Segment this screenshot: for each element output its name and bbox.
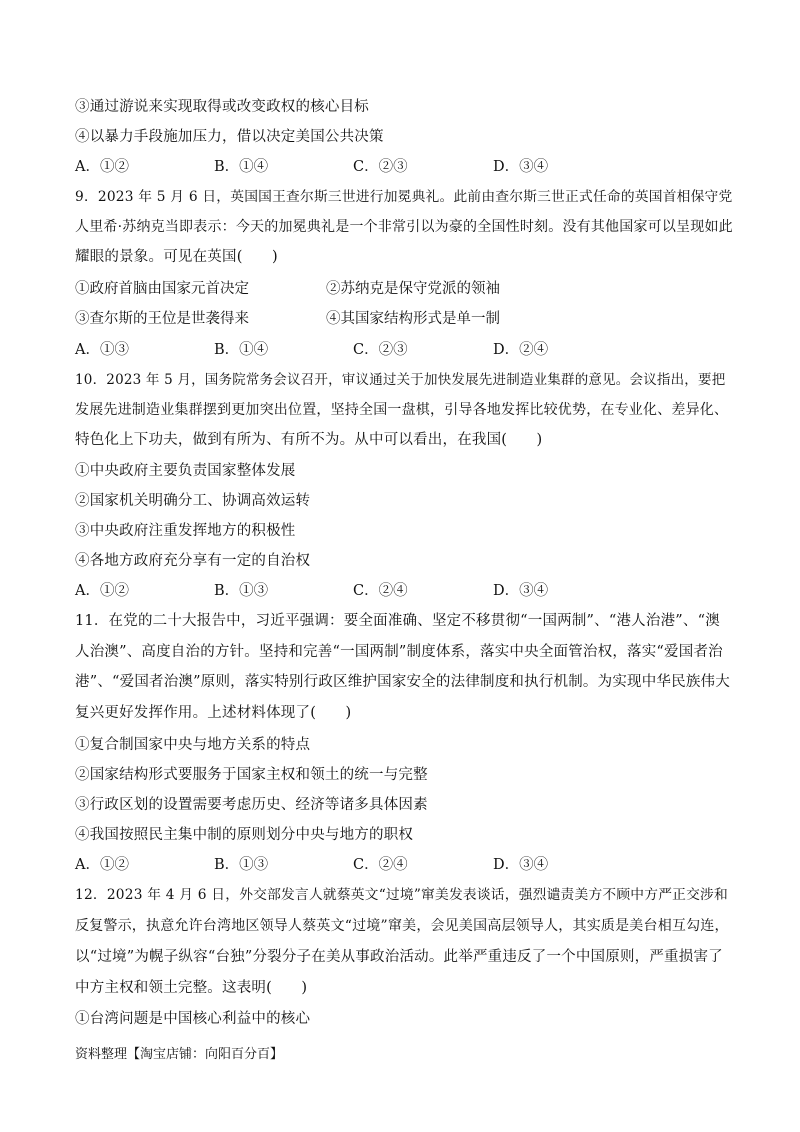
- q9-option-c: C．②③: [353, 342, 408, 358]
- q10-item-1: ①中央政府主要负责国家整体发展: [75, 463, 296, 479]
- q10-item-4: ④各地方政府充分享有一定的自治权: [75, 553, 311, 569]
- q9-option-d: D．②④: [493, 342, 549, 358]
- q9-item-4: ④其国家结构形式是单一制: [326, 311, 500, 327]
- q12-stem-line-1: 12．2023 年 4 月 6 日，外交部发言人就蔡英文“过境”窜美发表谈话，强烈谴责美方不顾中方严正交涉和: [75, 887, 728, 903]
- q10-option-b: B．①③: [214, 583, 269, 599]
- q11-item-1: ①复合制国家中央与地方关系的特点: [75, 737, 311, 753]
- q8-options: [75, 157, 675, 177]
- q10-option-d: D．③④: [493, 583, 549, 599]
- q11-stem-line-3: 港”、“爱国者治澳”原则，落实特别行政区维护国家安全的法律制度和执行机制。为实现中华民族伟大: [75, 674, 730, 690]
- footer-source-note: 资料整理【淘宝店铺：向阳百分百】: [75, 1047, 284, 1062]
- q11-option-a: A．①②: [75, 857, 129, 873]
- q12-stem-line-4: 中方主权和领土完整。这表明( ): [75, 980, 308, 996]
- q10-item-2: ②国家机关明确分工、协调高效运转: [75, 493, 311, 509]
- q10-stem-line-1: 10．2023 年 5 月，国务院常务会议召开，审议通过关于加快发展先进制造业集群的意见。会议指出，要把: [75, 372, 726, 388]
- q11-item-2: ②国家结构形式要服务于国家主权和领土的统一与完整: [75, 767, 428, 783]
- q10-stem-line-2: 发展先进制造业集群摆到更加突出位置，坚持全国一盘棋，引导各地发挥比较优势，在专业化、差异化、: [75, 402, 729, 418]
- q9-option-a: A．①③: [75, 342, 129, 358]
- q11-option-b: B．①③: [214, 857, 269, 873]
- q11-item-4: ④我国按照民主集中制的原则划分中央与地方的职权: [75, 827, 414, 843]
- q11-option-c: C．②④: [353, 857, 408, 873]
- q12-stem-line-2: 反复警示，执意允许台湾地区领导人蔡英文“过境”窜美，会见美国高层领导人，其实质是美台相互勾连，: [75, 918, 729, 934]
- q9-item-1: ①政府首脑由国家元首决定: [75, 281, 249, 297]
- q9-stem-line-1: 9．2023 年 5 月 6 日，英国国王查尔斯三世进行加冕典礼。此前由查尔斯三世正式任命的英国首相保守党: [75, 189, 733, 205]
- q10-options: [75, 581, 675, 601]
- q8-item-3: ③通过游说来实现取得或改变政权的核心目标: [75, 99, 369, 115]
- q10-option-c: C．②④: [353, 583, 408, 599]
- q8-item-4: ④以暴力手段施加压力，借以决定美国公共决策: [75, 129, 384, 145]
- q8-option-b: B．①④: [214, 159, 269, 175]
- q9-stem-line-2: 人里希·苏纳克当即表示：今天的加冕典礼是一个非常引以为豪的全国性时刻。没有其他国家可以呈现如此: [75, 219, 733, 235]
- q11-item-3: ③行政区划的设置需要考虑历史、经济等诸多具体因素: [75, 797, 428, 813]
- q12-item-1: ①台湾问题是中国核心利益中的核心: [75, 1011, 311, 1027]
- q10-option-a: A．①②: [75, 583, 129, 599]
- q8-option-a: A．①②: [75, 159, 129, 175]
- q10-stem-line-3: 特色化上下功夫，做到有所为、有所不为。从中可以看出，在我国( ): [75, 432, 543, 448]
- q9-options: [75, 340, 675, 360]
- q12-stem-line-3: 以“过境”为幌子纵容“台独”分裂分子在美从事政治活动。此举严重违反了一个中国原则，严重损害了: [75, 949, 723, 965]
- q11-options: [75, 855, 675, 875]
- q9-item-3: ③查尔斯的王位是世袭得来: [75, 311, 249, 327]
- q8-option-d: D．③④: [493, 159, 549, 175]
- q9-items-row-1: [75, 279, 675, 299]
- q11-stem-line-2: 人治澳”、高度自治的方针。坚持和完善“一国两制”制度体系，落实中央全面管治权，落实“爱国者治: [75, 644, 723, 660]
- q9-items-row-2: [75, 309, 675, 329]
- q9-option-b: B．①④: [214, 342, 269, 358]
- q11-option-d: D．③④: [493, 857, 549, 873]
- q10-item-3: ③中央政府注重发挥地方的积极性: [75, 523, 296, 539]
- q9-stem-line-3: 耀眼的景象。可见在英国( ): [75, 249, 278, 265]
- q9-item-2: ②苏纳克是保守党派的领袖: [326, 281, 500, 297]
- q8-option-c: C．②③: [353, 159, 408, 175]
- q11-stem-line-1: 11．在党的二十大报告中，习近平强调：要全面准确、坚定不移贯彻“一国两制”、“港人治港”、“澳: [75, 613, 720, 629]
- q11-stem-line-4: 复兴更好发挥作用。上述材料体现了( ): [75, 705, 352, 721]
